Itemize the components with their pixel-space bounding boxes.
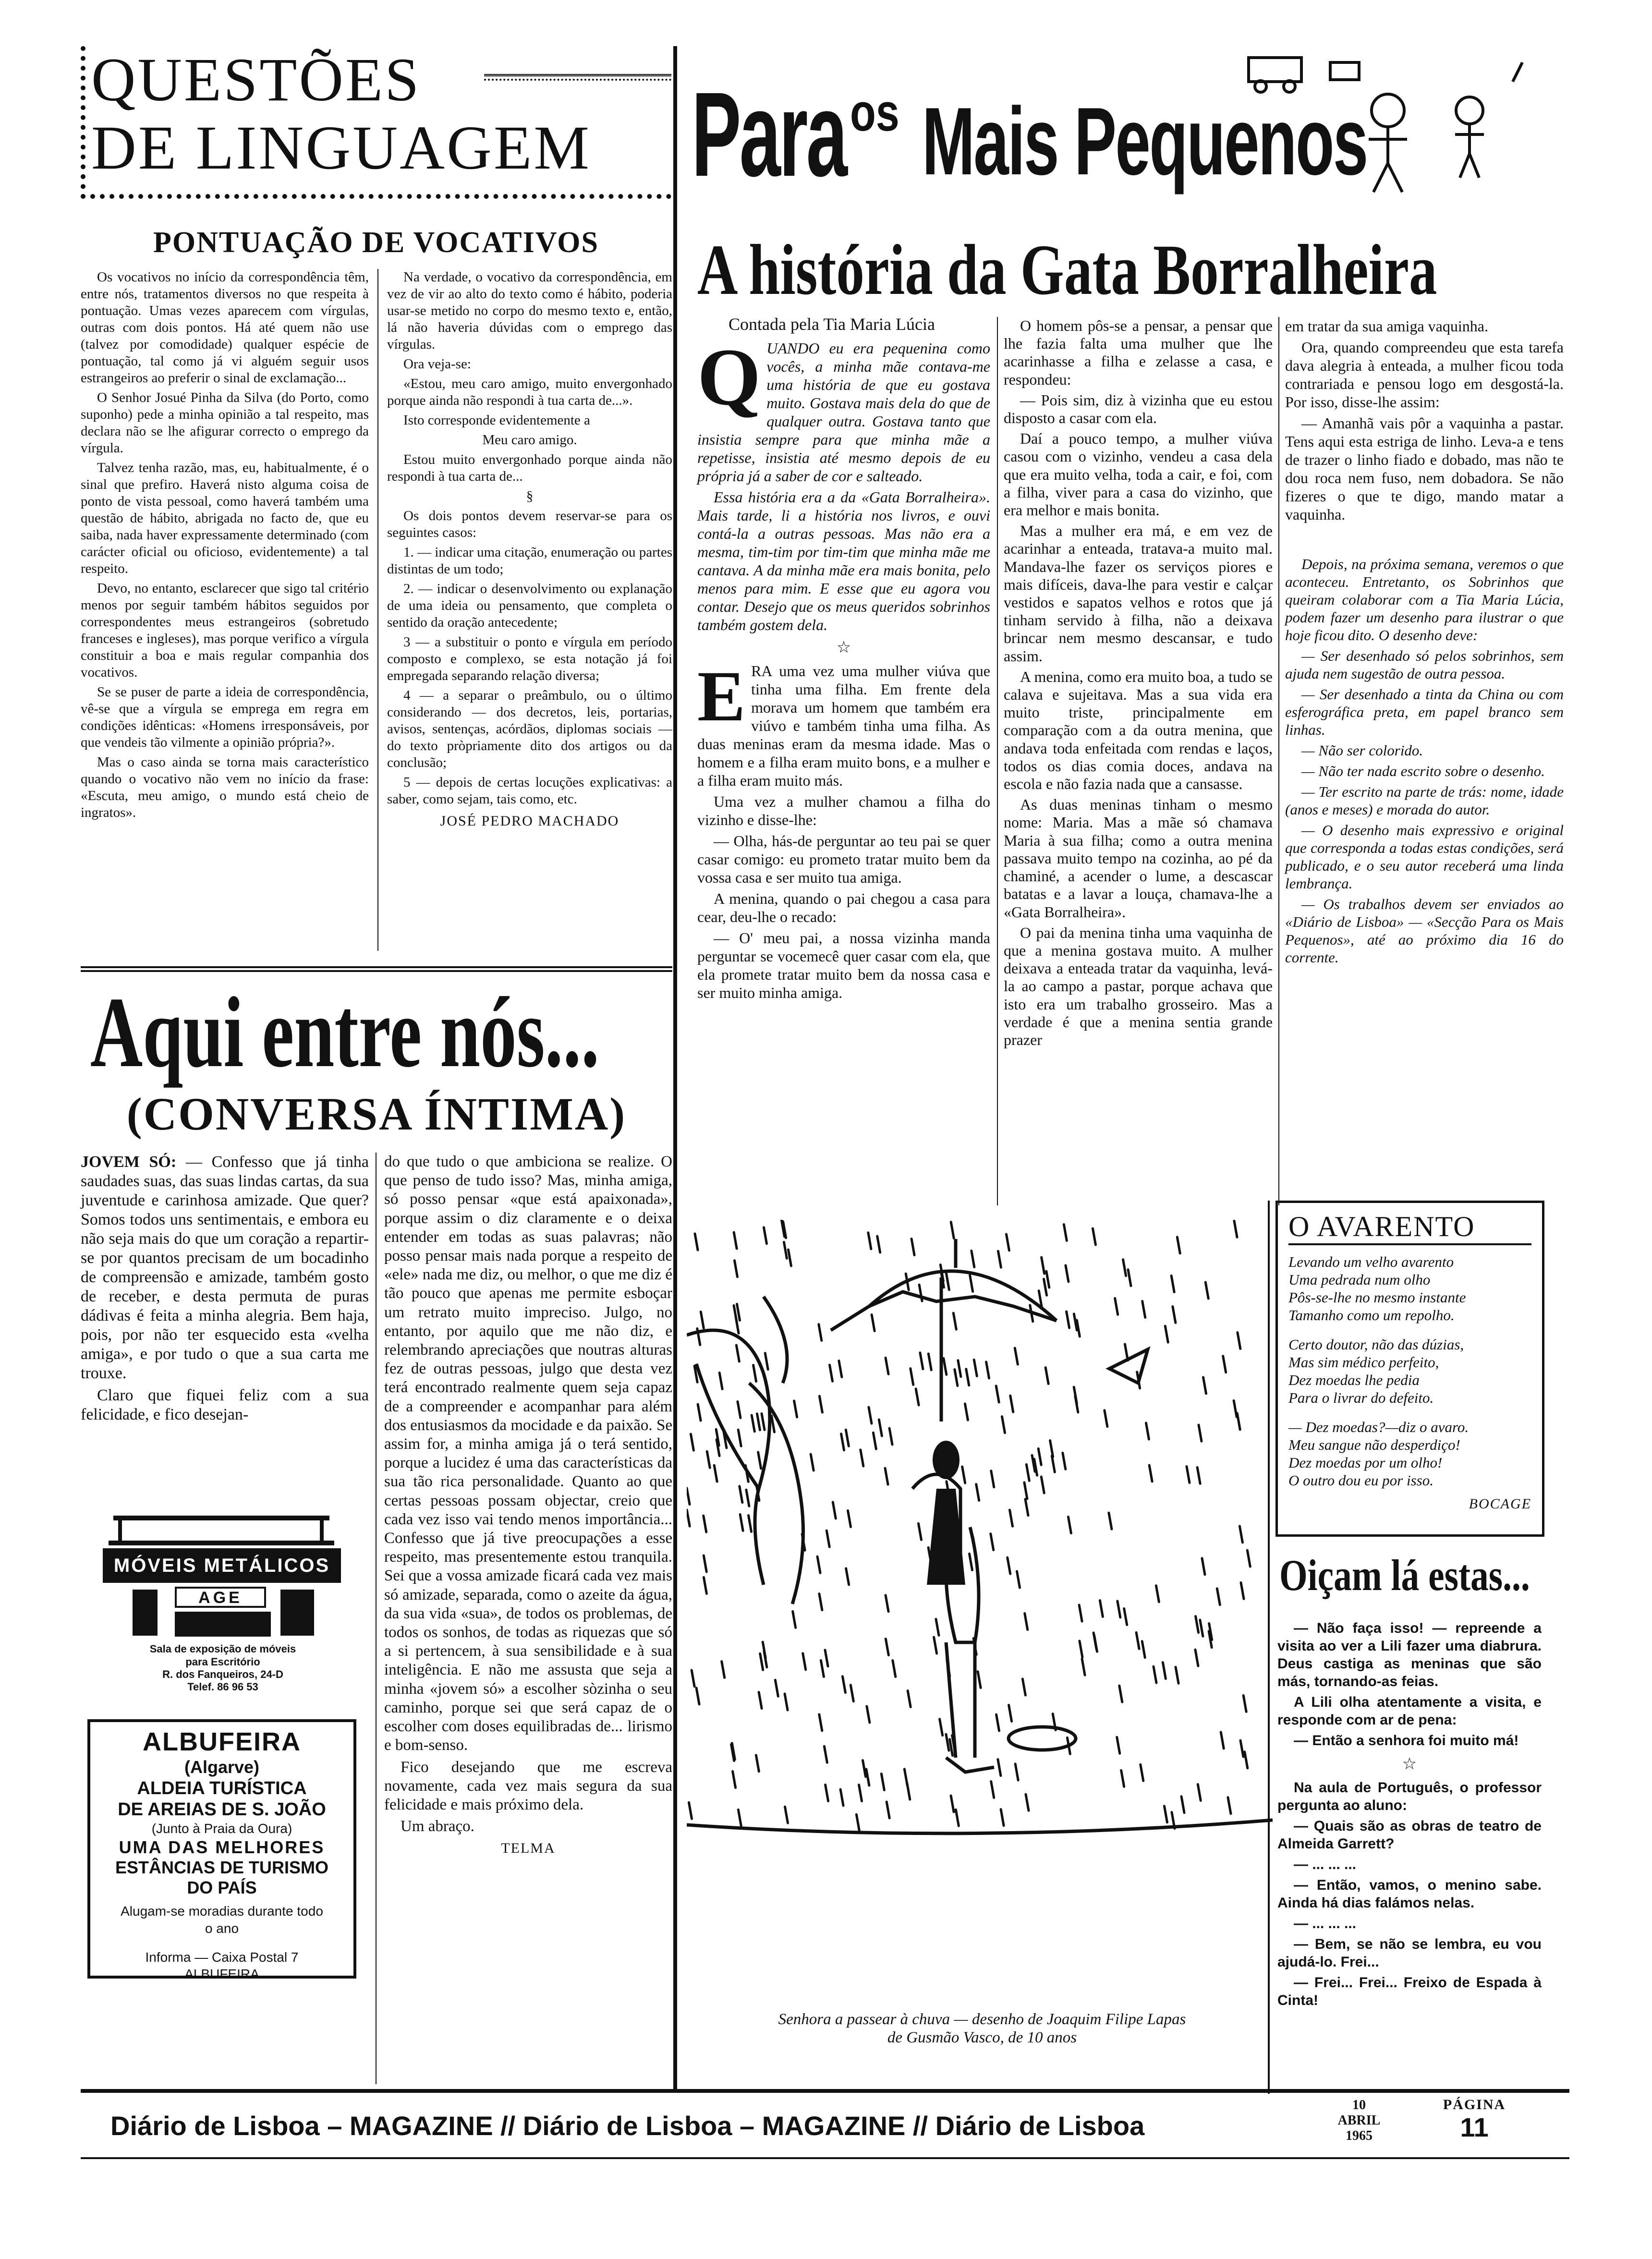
avarento-box <box>1275 1201 1544 1537</box>
rain-stroke <box>966 1369 969 1385</box>
rain-stroke <box>689 1802 692 1819</box>
rain-stroke <box>734 1261 737 1277</box>
aqui-col2: do que tudo o que ambiciona se realize. O que penso de tudo isso? Mas, minha amiga, só posso pensar «que está apaixonada», porque assim o diz claramente e o deixa entender em todas as suas palavras; não posso pensar mais nada porque a respeito de «ele» nada me diz, ou melhor, o que me diz é tão pouco que apenas me permite esboçar um retrato muito impreciso. Julgo, no entanto, por aquilo que me não diz, e relembrando apreciações que noutras alturas fez de outras pessoas, julgo que desta vez terá encontrado realmente quem seja capaz de a compreender e acompanhar para além dos entusiasmos da mocidade e da paixão. Se assim for, a minha amiga já o terá sentido, porque a lucidez é uma das características da sua tão rica personalidade. Quanto ao que certas pessoas possam objectar, creio que cada vez isso vai tendo menos importância... Confesso que já tive preocupações a esse respeito, mas presentemente estou tranquila. Sei que a vossa amizade ficará cada vez mais só amizade, separada, como o azeite da água, da sua vida «sua», de todos os problemas, de todos os sonhos, de todas as riquezas que só a si pertencem, à sua sensibilidade e à sua inteligência. E não me assusta que seja a minha «jovem só» a escolher sòzinha o seu caminho, porque sei que será capaz de o escolher com doses equilibradas de... lirismo e bom-senso. Fico desejando que me escreva novamente, cada vez mais segura da sua felicidade e mais próximo dela. Um abraço. TELMA <box>384 1153 672 1858</box>
rain-stroke <box>974 1360 977 1376</box>
rain-stroke <box>736 1345 739 1361</box>
ad-albufeira-line9: ALBUFEIRA <box>184 1967 259 1981</box>
ad-albufeira-region: (Algarve) <box>184 1757 260 1777</box>
rain-stroke <box>944 1358 947 1374</box>
drawing-caption <box>692 2010 1273 2047</box>
rain-stroke <box>1124 1609 1127 1625</box>
rain-stroke <box>759 1692 762 1709</box>
children-drawing-icon <box>1244 53 1532 197</box>
rain-stroke <box>965 1404 968 1420</box>
rain-stroke <box>826 1530 829 1547</box>
rain-stroke <box>850 1685 853 1701</box>
rain-stroke <box>749 1516 752 1532</box>
rain-stroke <box>1025 1614 1028 1630</box>
rain-stroke <box>734 1305 737 1322</box>
rain-stroke <box>991 1471 994 1487</box>
rain-stroke <box>817 1556 820 1573</box>
rain-stroke <box>1117 1737 1120 1753</box>
ad-moveis <box>103 1498 341 1693</box>
rain-stroke <box>1142 1641 1145 1658</box>
questoes-title-line2: DE LINGUAGEM <box>91 113 591 182</box>
rain-stroke <box>698 1404 701 1421</box>
rain-stroke <box>1203 1377 1206 1394</box>
rain-stroke <box>819 1324 822 1341</box>
rain-stroke <box>1200 1620 1203 1636</box>
rain-stroke <box>733 1772 736 1788</box>
rain-stroke <box>704 1577 706 1593</box>
rain-stroke <box>701 1312 704 1328</box>
ad-moveis-line2: R. dos Fanqueiros, 24-D <box>162 1668 283 1680</box>
rain-stroke <box>1164 1806 1167 1822</box>
questoes-bottom-rule <box>81 966 672 972</box>
oicam-body: — Não faça isso! — repreende a visita ao ver a Lili fazer uma diabrura. Deus castiga as meninas que são más, tornando-as feias. A Lili olha atentamente a visita, e responde com ar de pena: — Então a senhora foi muito má! ☆ Na aula de Português, o professor pergunta ao aluno: — Quais são as obras de teatro de Almeida Garrett? — ... ... ... — Então, vamos, o menino sabe. Ainda há dias falámos nelas. — ... ... ... — Bem, se não se lembra, eu vou ajudá-lo. Frei... — Frei... Frei... Freixo de Espada à Cinta! <box>1277 1620 1542 2008</box>
ad-albufeira-line3: (Junto à Praia da Oura) <box>151 1821 292 1836</box>
avarento-stanza-3: — Dez moedas?—diz o avaro. Meu sangue não desperdiço! Dez moedas por um olho! O outro dou eu por isso. <box>1288 1419 1469 1489</box>
rain-stroke <box>911 1239 914 1255</box>
rain-stroke <box>1156 1586 1159 1602</box>
rain-stroke <box>846 1568 849 1585</box>
ad-moveis-title-band <box>103 1548 341 1583</box>
rain-stroke <box>825 1650 828 1666</box>
footer-page-number: 11 <box>1460 2112 1489 2142</box>
questoes-col1: Os vocativos no início da correspondência têm, entre nós, tratamentos diversos no que respeita à pontuação. Umas vezes aparecem com vírgulas, outras com dois pontos. Há até quem não use (talvez por comodidade) qualquer espécie de pontuação, tal como já vi alguém seguir usos estrangeiros ao preferir o sinal de exclamação... O Senhor Josué Pinha da Silva (do Porto, como suponho) pede a minha opinião a tal respeito, mas declara não se lhe afigurar correcto o emprego da vírgula. Talvez tenha razão, mas, eu, habitualmente, é o sinal que prefiro. Haverá nisto alguma coisa de ponto de vista pessoal, como haverá também uma questão de hábito, abrigada no facto de, que eu saiba, nada haver expressamente determinado (com carácter oficial ou oficioso, evidentemente) a tal respeito. Devo, no entanto, esclarecer que sigo tal critério menos por seguir também hábitos seguidos por correspondentes meus estrangeiros (sobretudo franceses e ingleses), mas porque verifico a vírgula constituir a boa e mais regular companhia dos vocativos. Se se puser de parte a ideia de correspondência, vê-se que a vírgula se emprega em regra em condições idênticas: «Homens irresponsáveis, por que vendeis tão vilmente a opinião própria?». Mas o caso ainda se torna mais característico quando o vocativo não vem no início da frase: «Escuta, meu amigo, o mundo está cheio de ingratos». <box>81 269 369 820</box>
rain-stroke <box>881 1774 884 1790</box>
aqui-author: TELMA <box>501 1840 556 1857</box>
rain-stroke <box>842 1676 845 1693</box>
aqui-col1: JOVEM SÓ: — Confesso que já tinha saudades suas, das suas lindas cartas, da sua juventude e carinhosa amizade. Que quer? Somos todos uns sentimentais, e embora eu não seja mais do que um coração a repartir-se por quantos precisam de um bocadinho de compreensão e amizade, também gosto de receber, e desta permuta de puras dádivas é feita a minha alegria. Bem haja, pois, por não ter esquecido esta «velha amiga», e por tudo o que a sua carta me trouxe. Claro que fiquei feliz com a sua felicidade, e fico desejan- <box>81 1153 369 1423</box>
rain-stroke <box>819 1714 822 1731</box>
oicam-title: Oiçam lá estas... <box>1279 1551 1530 1600</box>
rain-stroke <box>1118 1601 1120 1617</box>
rain-stroke <box>1163 1663 1166 1679</box>
rain-stroke <box>760 1653 763 1670</box>
footer-day: 10 <box>1352 2098 1366 2113</box>
story-divider-2 <box>1278 317 1279 1205</box>
rain-stroke <box>877 1236 880 1252</box>
rain-stroke <box>969 1554 972 1570</box>
ad-moveis-cabinet-right <box>280 1590 314 1636</box>
rain-stroke <box>1171 1276 1174 1292</box>
rain-stroke <box>1228 1797 1231 1814</box>
rain-stroke <box>1238 1333 1240 1349</box>
rain-stroke <box>740 1486 742 1503</box>
rain-stroke <box>1115 1298 1118 1314</box>
rain-stroke <box>707 1451 710 1468</box>
rain-stroke <box>1202 1558 1205 1575</box>
rain-lady-drawing <box>687 1220 1273 1998</box>
rain-stroke <box>848 1511 850 1527</box>
rain-stroke <box>1241 1582 1244 1599</box>
ad-albufeira-line2: DE AREIAS DE S. JOÃO <box>118 1799 326 1820</box>
ad-albufeira-line6: DO PAÍS <box>187 1878 257 1897</box>
rain-stroke <box>1002 1417 1005 1433</box>
rain-stroke <box>946 1734 949 1750</box>
rain-stroke <box>753 1365 756 1382</box>
rain-stroke <box>886 1358 888 1374</box>
right-col-divider <box>1268 1201 1270 2094</box>
rain-stroke <box>1245 1752 1248 1768</box>
oicam-star: ☆ <box>1402 1755 1417 1773</box>
ad-albufeira-line7: Alugam-se moradias durante todo o ano <box>121 1904 323 1936</box>
rain-stroke <box>1100 1601 1103 1617</box>
rain-stroke <box>763 1642 765 1658</box>
rain-stroke <box>970 1275 973 1291</box>
ad-albufeira-line4: UMA DAS MELHORES <box>119 1837 325 1857</box>
ad-moveis-desk <box>175 1612 271 1637</box>
rain-stroke <box>696 1688 699 1704</box>
rain-stroke <box>1136 1632 1139 1649</box>
rain-stroke <box>1015 1348 1018 1364</box>
dropcap-q: Q <box>697 332 761 422</box>
rain-stroke <box>734 1232 737 1249</box>
rain-stroke <box>1121 1770 1124 1786</box>
rain-stroke <box>908 1691 911 1707</box>
rain-stroke <box>1001 1810 1004 1826</box>
rain-stroke <box>719 1372 722 1389</box>
questoes-title-line1: QUESTÕES <box>91 46 421 114</box>
rain-stroke <box>1199 1425 1202 1441</box>
footer-page-label: PÁGINA <box>1443 2097 1506 2113</box>
rain-stroke <box>752 1415 754 1432</box>
rain-stroke <box>1173 1307 1176 1323</box>
rain-stroke <box>928 1354 931 1370</box>
rain-stroke <box>951 1796 954 1812</box>
rain-stroke <box>953 1313 956 1329</box>
rain-stroke <box>788 1250 791 1266</box>
rain-stroke <box>1146 1423 1149 1439</box>
rain-stroke <box>996 1714 999 1731</box>
ad-albufeira-line1: ALDEIA TURÍSTICA <box>137 1778 307 1798</box>
rain-stroke <box>1079 1605 1082 1621</box>
rain-stroke <box>1223 1356 1226 1372</box>
pequenos-headline: A história da Gata Borralheira <box>697 230 1437 310</box>
story-col1: Q UANDO eu era pequenina como vocês, a minha mãe contava-me uma história de que eu gostava muito. Gostava mais dela do que de qualquer outra. Gostava tanto que insistia sempre para que minha mãe a repetisse, insistia até mesmo depois de eu própria já a saber de cor e salteado. Essa história era a da «Gata Borralheira». Mais tarde, li a história nos livros, e ouvi contá-la a outras pessoas. Mas não era a mesma, tim-tim por tim-tim que minha mãe me cantava. A da minha mãe era mais bonita, pelo menos para mim. E esse que eu agora vou contar. Desejo que os meus queridos sobrinhos também gostem dela. ☆ E RA uma vez uma mulher viúva que tinha uma filha. Em frente dela morava um homem que também era viúvo e também tinha uma filha. As duas meninas eram da mesma idade. Mas o homem e a filha eram muito bons, e a mulher e a filha eram muito más. Uma vez a mulher chamou a filha do vizinho e disse-lhe: — Olha, hás-de perguntar ao teu pai se quer casar comigo: eu prometo tratar muito bem da vossa casa e ser muito tua amiga. A menina, quando o pai chegou a casa para cear, deu-lhe o recado: — O' meu pai, a nossa vizinha manda perguntar se vocemecê quer casar com ela, que ela promete tratar muito bem da nossa casa e ser muito minha amiga. <box>697 332 990 1001</box>
rain-stroke <box>1075 1396 1078 1412</box>
ad-albufeira-title: ALBUFEIRA <box>143 1727 301 1756</box>
rain-stroke <box>1093 1228 1095 1245</box>
rain-stroke <box>784 1242 787 1258</box>
rain-stroke <box>793 1611 796 1627</box>
rain-stroke <box>846 1430 849 1446</box>
rain-stroke <box>1181 1797 1184 1813</box>
rain-stroke <box>951 1222 954 1239</box>
avarento-author: BOCAGE <box>1469 1496 1531 1512</box>
rain-stroke <box>1009 1705 1012 1721</box>
rain-stroke <box>904 1769 907 1785</box>
rain-stroke <box>889 1428 892 1445</box>
rain-stroke <box>956 1810 959 1826</box>
rain-stroke <box>740 1515 743 1531</box>
footer-page <box>1421 2097 1527 2142</box>
avarento-stanza-1: Levando um velho avarento Uma pedrada num olho Pôs-se-lhe no mesmo instante Tamanho como um repolho. <box>1288 1253 1466 1324</box>
aqui-subtitle: (CONVERSA ÍNTIMA) <box>126 1088 627 1140</box>
rain-stroke <box>976 1484 979 1501</box>
drawing-caption-line1: Senhora a passear à chuva — desenho de Joaquim Filipe Lapas <box>778 2011 1186 2028</box>
rain-stroke <box>785 1807 788 1823</box>
rain-stroke <box>1009 1510 1012 1526</box>
rain-stroke <box>695 1234 698 1250</box>
rain-stroke <box>746 1490 749 1506</box>
rain-stroke <box>1221 1732 1224 1749</box>
rain-stroke <box>819 1594 822 1610</box>
rain-stroke <box>1240 1740 1243 1757</box>
rain-stroke <box>885 1468 888 1484</box>
rain-stroke <box>934 1637 937 1653</box>
rain-stroke <box>1080 1641 1082 1657</box>
rain-stroke <box>991 1781 994 1797</box>
rain-stroke <box>738 1810 741 1826</box>
rain-stroke <box>955 1370 958 1386</box>
drawing-caption-line2: de Gusmão Vasco, de 10 anos <box>887 2029 1077 2046</box>
ad-albufeira <box>87 1719 356 1979</box>
rain-stroke <box>1234 1400 1237 1417</box>
rain-stroke <box>1046 1271 1049 1287</box>
rain-stroke <box>972 1251 974 1267</box>
star-divider: ☆ <box>836 639 851 656</box>
rain-stroke <box>1247 1550 1250 1567</box>
ad-moveis-line1: Sala de exposição de móveis para Escritório <box>149 1643 296 1668</box>
rain-stroke <box>1008 1557 1010 1574</box>
avarento-title: O AVARENTO <box>1288 1210 1531 1245</box>
rain-stroke <box>978 1672 981 1688</box>
ad-moveis-title: MÓVEIS METÁLICOS <box>113 1555 330 1576</box>
rain-stroke <box>738 1430 741 1446</box>
rain-stroke <box>1217 1589 1220 1605</box>
rain-stroke <box>1024 1482 1027 1499</box>
rain-stroke <box>819 1396 822 1412</box>
rain-stroke <box>873 1433 876 1449</box>
questoes-col-divider <box>377 269 378 951</box>
rain-stroke <box>758 1452 761 1469</box>
rain-stroke <box>886 1639 888 1655</box>
rain-stroke <box>785 1694 788 1710</box>
rain-stroke <box>1165 1326 1168 1342</box>
rain-stroke <box>824 1746 827 1762</box>
rain-stroke <box>756 1755 759 1772</box>
footer-month: ABRIL <box>1337 2113 1381 2128</box>
rain-stroke <box>833 1502 836 1518</box>
rain-stroke <box>868 1233 871 1249</box>
rain-stroke <box>918 1523 921 1540</box>
rain-stroke <box>1195 1650 1198 1666</box>
rain-stroke <box>772 1416 775 1432</box>
rain-stroke <box>757 1414 760 1430</box>
rain-stroke <box>840 1789 843 1806</box>
rain-stroke <box>1064 1225 1067 1241</box>
rain-stroke <box>722 1662 725 1678</box>
rain-stroke <box>1041 1477 1044 1493</box>
rain-stroke <box>867 1706 870 1723</box>
rain-stroke <box>920 1353 923 1369</box>
rain-stroke <box>1196 1616 1199 1633</box>
rain-stroke <box>1006 1234 1009 1251</box>
rain-stroke <box>764 1227 766 1244</box>
rain-stroke <box>1187 1467 1190 1483</box>
rain-stroke <box>996 1386 999 1402</box>
rain-stroke <box>916 1389 919 1405</box>
questoes-author: JOSÉ PEDRO MACHADO <box>440 813 620 829</box>
rain-stroke <box>1177 1237 1180 1253</box>
ad-moveis-furniture-top <box>109 1501 334 1545</box>
rain-stroke <box>821 1661 824 1677</box>
ad-albufeira-line8: Informa — Caixa Postal 7 <box>145 1950 299 1965</box>
rain-stroke <box>830 1365 833 1381</box>
rain-stroke <box>936 1619 939 1635</box>
rain-stroke <box>1141 1764 1143 1781</box>
rain-stroke <box>1026 1464 1029 1481</box>
rain-stroke <box>1052 1456 1055 1472</box>
rain-stroke <box>1093 1633 1096 1649</box>
footer-bottom-rule <box>81 2157 1569 2159</box>
dropcap-e: E <box>697 656 746 736</box>
questoes-subtitle: PONTUAÇÃO DE VOCATIVOS <box>153 226 599 259</box>
rain-stroke <box>687 1488 690 1505</box>
rain-stroke <box>1032 1455 1035 1471</box>
rain-stroke <box>998 1760 1001 1776</box>
rain-stroke <box>1022 1679 1025 1695</box>
pequenos-byline: Contada pela Tia Maria Lúcia <box>729 315 935 334</box>
rain-stroke <box>1198 1784 1201 1800</box>
rain-stroke <box>811 1454 814 1470</box>
rain-stroke <box>775 1680 778 1696</box>
rain-stroke <box>866 1769 869 1785</box>
aqui-lead: JOVEM SÓ: <box>81 1153 177 1171</box>
rain-stroke <box>1025 1499 1028 1516</box>
contest-rules: Depois, na próxima semana, veremos o que aconteceu. Entretanto, os Sobrinhos que queiram colaborar com a Tia Maria Lúcia, podem fazer um desenho para ilustrar o que hoje ficou dito. O desenho deve: — Ser desenhado só pelos sobrinhos, sem ajuda nem sugestão de outra pessoa. — Ser desenhado a tinta da China ou com esferográfica preta, em papel branco sem linhas. — Não ser colorido. — Não ter nada escrito sobre o desenho. — Ter escrito na parte de trás: nome, idade (anos e meses) e morada do autor. — O desenho mais expressivo e original que corresponda a todas estas condições, será publicado, e o seu autor receberá uma linda lembrança. — Os trabalhos devem ser enviados ao «Diário de Lisboa» — «Secção Para os Mais Pequenos», até ao próximo dia 16 do corrente. <box>1285 556 1564 966</box>
rain-stroke <box>714 1465 717 1482</box>
questoes-col2: Na verdade, o vocativo da correspondência, em vez de vir ao alto do texto como é hábito, poderia usar-se metido no corpo do mesmo texto e, então, lá não haveria dúvidas com o emprego das vírgulas. Ora veja-se: «Estou, meu caro amigo, muito envergonhado porque ainda não respondi à tua carta de...». Isto corresponde evidentemente a Meu caro amigo. Estou muito envergonhado porque ainda não respondi à tua carta de... § Os dois pontos devem reservar-se para os seguintes casos: 1. — indicar uma citação, enumeração ou partes distintas de um todo; 2. — indicar o desenvolvimento ou explanação de uma ideia ou pensamento, que completa o sentido da oração antecedente; 3 — a substituir o ponto e vírgula em período composto e complexo, se esta notação já foi empregada separando relação diversa; 4 — a separar o preâmbulo, ou o último considerando — dos decretos, leis, portarias, avisos, sentenças, acórdãos, diplomas sociais — do texto pròpriamente dito dos artigos ou da conclusão; 5 — depois de certas locuções explicativas: a saber, como sejam, tais como, etc. JOSÉ PEDRO MACHADO <box>387 269 672 829</box>
ad-moveis-cabinet-left <box>133 1590 158 1636</box>
rain-stroke <box>940 1719 943 1736</box>
rain-stroke <box>1197 1467 1200 1483</box>
rain-stroke <box>762 1413 765 1430</box>
footer-top-rule <box>81 2089 1569 2093</box>
rain-stroke <box>1119 1686 1122 1702</box>
rain-stroke <box>911 1369 913 1385</box>
rain-stroke <box>872 1315 875 1331</box>
rain-stroke <box>1015 1764 1018 1780</box>
rain-stroke <box>886 1595 888 1612</box>
rain-stroke <box>863 1761 866 1777</box>
rain-stroke <box>958 1360 961 1377</box>
rain-stroke <box>861 1450 863 1466</box>
rain-stroke <box>1077 1320 1080 1336</box>
rain-stroke <box>962 1467 965 1483</box>
footer-year: 1965 <box>1346 2128 1373 2143</box>
footer-strip: Diário de Lisboa – MAGAZINE // Diário de Lisboa – MAGAZINE // Diário de Lisboa <box>110 2111 1145 2141</box>
rain-stroke <box>1128 1270 1131 1286</box>
questoes-header-box <box>81 46 671 199</box>
rain-stroke <box>738 1402 741 1418</box>
rain-stroke <box>1010 1396 1013 1412</box>
rain-stroke <box>737 1304 740 1320</box>
rain-stroke <box>859 1785 862 1801</box>
rain-stroke <box>1154 1666 1156 1683</box>
rain-stroke <box>1082 1659 1085 1675</box>
rain-stroke <box>841 1434 844 1450</box>
rain-stroke <box>1042 1257 1045 1274</box>
rain-stroke <box>704 1555 706 1572</box>
questoes-decor-line <box>484 74 671 81</box>
ad-moveis-brand: AGE <box>175 1587 266 1608</box>
footer-date <box>1325 2098 1393 2144</box>
story-col2: O homem pôs-se a pensar, a pensar que lhe fazia falta uma mulher que lhe acarinhasse a filha e zelasse a casa, e respondeu: — Pois sim, diz à vizinha que eu estou disposto a casar com ela. Daí a pouco tempo, a mulher viúva casou com o vizinho, vendeu a casa dela que era muito velha, toda a cair, e foi, com a filha, viver para a casa do vizinho, que era melhor e mais bonita. Mas a mulher era má, e em vez de acarinhar a enteada, tratava-a muito mal. Mandava-lhe fazer os serviços piores e mais difíceis, dava-lhe para vestir e calçar vestidos e sapatos velhos e rotos que já tinham servido à filha, não a deixava brincar nem mesmo descansar, e tudo assim. A menina, como era muito boa, a tudo se calava e sujeitava. Mas a sua vida era muito triste, principalmente em comparação com a da outra menina, que andava toda enfeitada com rendas e laços, todos os dias comia doces, andava na escola e não fazia nada que a cansasse. As duas meninas tinham o mesmo nome: Maria. Mas a mãe só chamava Maria à sua filha; como a outra menina passava muito tempo na cozinha, ao pé da chaminé, a acender o lume, a descascar batatas e a lavar a louça, chamava-lhe a «Gata Borralheira». O pai da menina tinha uma vaquinha de que a menina gostava muito. A mulher deixava a enteada tratar da vaquinha, levá-la ao campo a pastar, porque achava que isto era um trabalho grosseiro. Mas a verdade é que a menina sentia grande prazer <box>1004 317 1273 1048</box>
rain-stroke <box>998 1251 1001 1267</box>
rain-stroke <box>1017 1571 1020 1588</box>
rain-stroke <box>893 1661 896 1677</box>
rain-stroke <box>1044 1279 1047 1295</box>
main-column-divider <box>673 46 677 2092</box>
aqui-col-divider <box>376 1153 377 2084</box>
rain-stroke <box>692 1670 694 1687</box>
pequenos-banner-mais: Mais Pequenos <box>922 88 1367 195</box>
rain-stroke <box>704 1516 706 1532</box>
rain-stroke <box>856 1814 859 1831</box>
pequenos-banner-os: os <box>850 83 899 142</box>
story-col3: em tratar da sua amiga vaquinha. Ora, quando compreendeu que esta tarefa dava alegria à enteada, a mulher ficou toda contrariada e pensou logo em desgostá-la. Por isso, disse-lhe assim: — Amanhã vais pôr a vaquinha a pastar. Tens aqui esta estriga de linho. Leva-a e tens de trazer o linho fiado e dobado, mas não te dou roca nem fuso, nem dobadora. Se não fizeres o que te digo, mando matar a vaquinha. Depois, na próxima semana, veremos o que aconteceu. Entretanto, os Sobrinhos que queiram colaborar com a Tia Maria Lúcia, podem fazer um desenho para ilustrar o que hoje ficou dito. O desenho deve: — Ser desenhado só pelos sobrinhos, sem ajuda nem sugestão de outra pessoa. — Ser desenhado a tinta da China ou com esferográfica preta, em papel branco sem linhas. — Não ser colorido. — Não ter nada escrito sobre o desenho. — Ter escrito na parte de trás: nome, idade (anos e meses) e morada do autor. — O desenho mais expressivo e original que corresponda a todas estas condições, será publicado, e o seu autor receberá uma linda lembrança. — Os trabalhos devem ser enviados ao «Diário de Lisboa» — «Secção Para os Mais Pequenos», até ao próximo dia 16 do corrente. <box>1285 317 1564 966</box>
ad-albufeira-line5: ESTÂNCIAS DE TURISMO <box>115 1858 329 1877</box>
rain-stroke <box>1068 1517 1071 1533</box>
pequenos-banner-para: Para <box>692 67 846 201</box>
rain-stroke <box>1105 1410 1107 1427</box>
rain-stroke <box>1067 1312 1069 1328</box>
ad-moveis-line3: Telef. 86 96 53 <box>187 1681 258 1693</box>
rain-stroke <box>1026 1794 1029 1810</box>
rain-stroke <box>1050 1441 1053 1457</box>
rain-stroke <box>1123 1260 1126 1276</box>
rain-stroke <box>1149 1465 1152 1482</box>
rain-stroke <box>986 1362 989 1378</box>
story-divider-1 <box>997 317 998 1205</box>
rain-stroke <box>1142 1301 1145 1317</box>
rain-stroke <box>691 1434 693 1450</box>
rain-stroke <box>1243 1695 1246 1712</box>
rain-stroke <box>1045 1368 1048 1384</box>
rain-stroke <box>869 1407 872 1423</box>
rain-stroke <box>879 1420 882 1436</box>
rain-stroke <box>1205 1282 1208 1299</box>
rain-stroke <box>826 1785 828 1801</box>
rain-stroke <box>1234 1221 1237 1237</box>
rain-stroke <box>1066 1265 1069 1282</box>
rain-stroke <box>1063 1453 1066 1469</box>
rain-stroke <box>1038 1448 1041 1465</box>
rain-stroke <box>794 1401 797 1417</box>
rain-stroke <box>839 1361 842 1377</box>
rain-stroke <box>1176 1667 1178 1683</box>
rain-stroke <box>1109 1513 1112 1529</box>
aqui-title: Aqui entre nós... <box>90 977 599 1088</box>
rain-stroke <box>1239 1526 1242 1542</box>
rain-stroke <box>887 1802 889 1818</box>
rain-stroke <box>946 1274 949 1290</box>
rain-stroke <box>687 1510 690 1526</box>
rain-stroke <box>765 1353 768 1370</box>
avarento-stanza-2: Certo doutor, não das dúzias, Mas sim médico perfeito, Dez moedas lhe pedia Para o livrar do defeito. <box>1288 1336 1464 1406</box>
rain-stroke <box>803 1653 806 1670</box>
rain-stroke <box>991 1534 994 1550</box>
